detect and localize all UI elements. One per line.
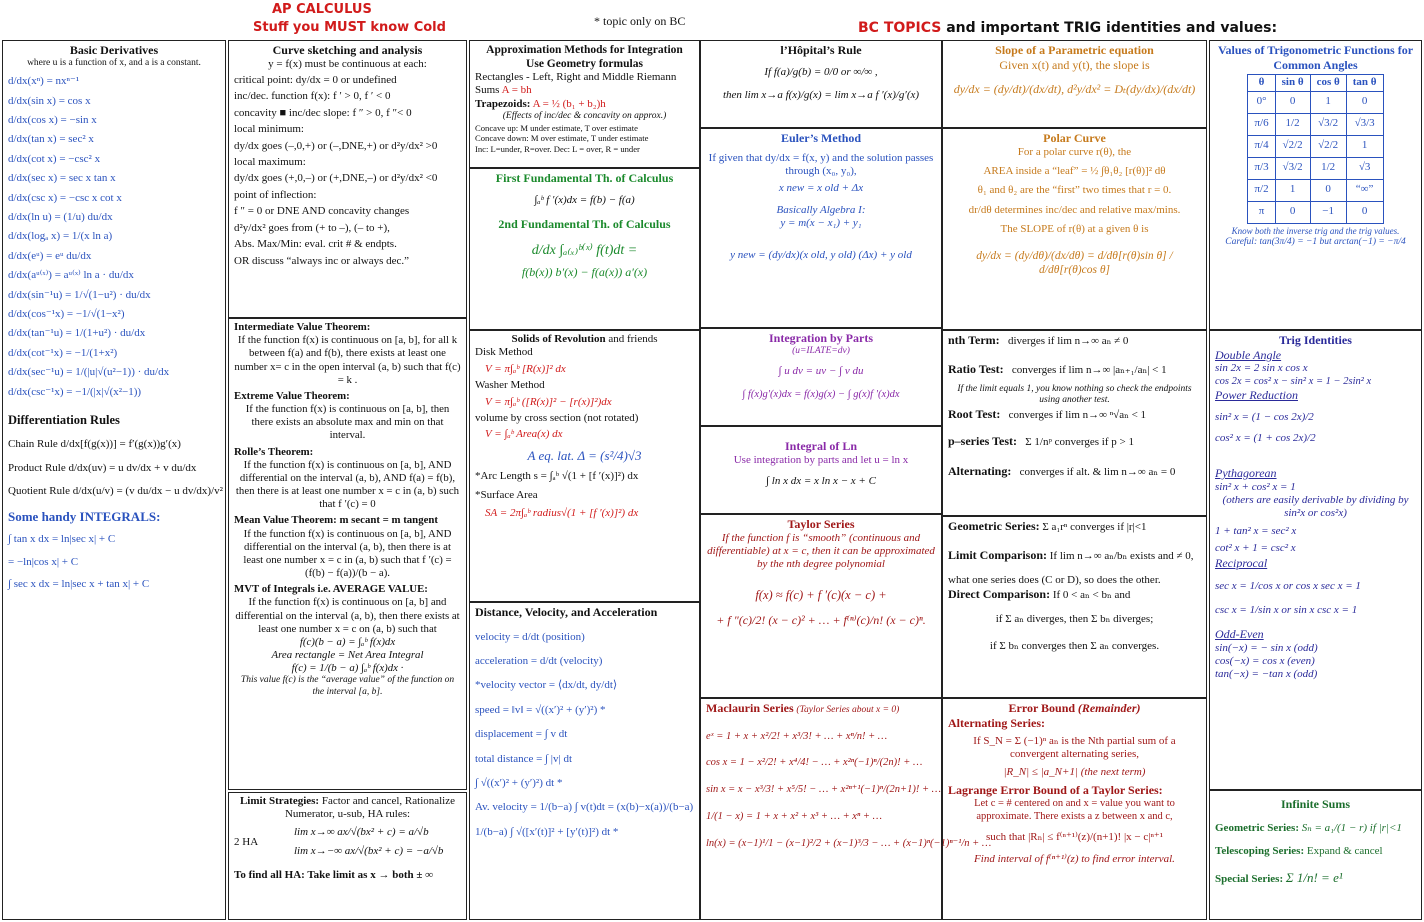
integral-formula: = −ln|cos x| + C <box>8 555 79 568</box>
derivative-formula: d/dx(sec⁻¹u) = 1/(|u|√(u²−1)) · du/dx <box>8 366 170 379</box>
derivative-formula: d/dx(cos x) = −sin x <box>8 114 97 127</box>
trig-table-cell: π/3 <box>1248 157 1275 179</box>
dva-list <box>475 631 694 840</box>
trig-table-row <box>1248 91 1383 113</box>
curve-line: inc/dec. function f(x): f ′ > 0, f ′ < 0 <box>234 90 391 103</box>
integral-ln-box <box>700 426 942 514</box>
trig-table-cell: 1/2 <box>1310 157 1346 179</box>
error-box <box>942 698 1207 920</box>
trig-table-cell: 0 <box>1310 179 1346 201</box>
ftc1-title: First Fundamental Th. of Calculus <box>495 171 674 185</box>
curve-line: OR discuss “always inc or always dec.” <box>234 254 410 267</box>
err-alt-title: Alternating Series: <box>948 716 1045 731</box>
infsum-special-title: Special Series: <box>1215 873 1284 886</box>
ftc2-result: f(b(x)) b′(x) − f(a(x)) a′(x) <box>521 264 648 279</box>
reciprocal-2: csc x = 1/sin x or sin x csc x = 1 <box>1215 603 1358 616</box>
infsum-title: Infinite Sums <box>1280 797 1351 811</box>
derivative-list <box>8 75 220 399</box>
bc-header <box>858 20 1277 36</box>
dva-box <box>469 602 700 920</box>
ivt-text: If the function f(x) is continuous on [a, b], for all k between f(a) and f(b), there exists at least one number x= c in the open interval (a, b) such that f(c) = k . <box>234 334 461 386</box>
err-lag-2: such that |Rₙ| ≤ f⁽ⁿ⁺¹⁾(z)/(n+1)! |x − c|ⁿ⁺¹ <box>985 831 1164 844</box>
limits-ha: 2 HA <box>234 835 259 848</box>
derivative-formula: d/dx(ln u) = (1/u) du/dx <box>8 211 113 224</box>
curve-sketching-box <box>228 40 467 318</box>
trig-table-row <box>1248 201 1383 223</box>
arc-length: *Arc Length s = ∫ₐᵇ √(1 + [f ′(x)]²) dx <box>475 469 639 482</box>
maclaurin-formula: eˣ = 1 + x + x²/2! + x³/3! + … + xⁿ/n! + … <box>706 730 888 742</box>
limits-footer: To find all HA: Take limit as x → both ± ∞ <box>234 868 433 881</box>
ln-text: Use integration by parts and let u = ln x <box>733 453 909 466</box>
lc-title: Limit Comparison: <box>948 548 1047 563</box>
mvti-formula-2: Area rectangle = Net Area Integral <box>271 649 424 662</box>
ibp-formula-2: ∫ f(x)g′(x)dx = f(x)g(x) − ∫ g(x)f ′(x)dx <box>742 388 900 400</box>
derivative-formula: d/dx(csc x) = −csc x cot x <box>8 191 122 204</box>
eq-triangle-area: A eq. lat. Δ = (s²/4)√3 <box>527 447 642 463</box>
polar-line-4: dr/dθ determines inc/dec and relative max/mins. <box>968 203 1181 216</box>
approx-note: (Effects of inc/dec & concavity on approx.) <box>502 111 667 122</box>
limits-box <box>228 792 467 920</box>
integral-formula: ∫ sec x dx = ln|sec x + tan x| + C <box>8 578 150 591</box>
odd-even-2: cos(−x) = cos x (even) <box>1215 655 1315 668</box>
nth-title: nth Term: <box>948 333 1000 347</box>
trig-table-cell: π/2 <box>1248 179 1275 201</box>
infsum-geo: Sₙ = a₁/(1 − r) if |r|<1 <box>1301 821 1402 834</box>
euler-line-4: y = m(x − x₁) + y₁ <box>780 217 862 230</box>
euler-line-1: If given that dy/dx = f(x, y) and the solution passes through (x₀, y₀), <box>708 151 934 178</box>
polar-title: Polar Curve <box>1043 131 1106 145</box>
limits-title: Limit Strategies: <box>239 795 320 807</box>
ratio-text: converges if lim n→∞ |aₙ₊₁/aₙ| < 1 <box>1011 364 1167 377</box>
err-lag-title: Lagrange Error Bound of a Taylor Series: <box>948 783 1163 798</box>
limits-formula-2: lim x→−∞ ax/√(bx² + c) = −a/√b <box>294 845 444 858</box>
lhopital-line-2: then lim x→a f(x)/g(x) = lim x→a f ′(x)/g′(x) <box>722 89 920 102</box>
pythagorean-2: 1 + tan² x = sec² x <box>1215 524 1297 537</box>
infsum-geo-title: Geometric Series: <box>1215 821 1299 834</box>
trig-table-cell: “∞” <box>1346 179 1383 201</box>
alt-title: Alternating: <box>948 463 1012 478</box>
trig-note-2: Careful: tan(3π/4) = −1 but arctan(−1) = −π/4 <box>1225 236 1406 247</box>
maclaurin-formula: 1/(1 − x) = 1 + x + x² + x³ + … + xⁿ + … <box>706 810 882 822</box>
curve-line: Abs. Max/Min: eval. crit # & endpts. <box>234 238 397 251</box>
reciprocal-1: sec x = 1/cos x or cos x sec x = 1 <box>1215 580 1361 593</box>
ln-formula: ∫ ln x dx = x ln x − x + C <box>766 475 876 488</box>
euler-title: Euler’s Method <box>780 131 862 145</box>
trig-table-cell: 1 <box>1275 179 1310 201</box>
mvt-title: Mean Value Theorem: m secant = m tangent <box>234 514 438 527</box>
euler-line-5: y new = (dy/dx)(x old, y old) (Δx) + y old <box>730 248 912 261</box>
dva-formula: Av. velocity = 1/(b−a) ∫ v(t)dt = (x(b)−x(a))/(b−a) <box>475 801 694 814</box>
taylor-box <box>700 514 942 698</box>
ftc2-formula: d/dx ∫ₐ₍ₓ₎ᵇ⁽ˣ⁾ f(t)dt = <box>531 242 638 258</box>
ratio-title: Ratio Test: <box>948 362 1004 377</box>
nth-text: diverges if lim n→∞ aₙ ≠ 0 <box>1007 335 1129 347</box>
dva-formula: velocity = d/dt (position) <box>475 630 585 643</box>
mvti-note: This value f(c) is the “average value” of the function on the interval [a, b]. <box>240 675 455 698</box>
geometric-box <box>942 516 1207 698</box>
trig-table-header: cos θ <box>1310 75 1346 91</box>
ftc1-formula: ∫ₐᵇ f ′(x)dx = f(b) − f(a) <box>534 193 635 206</box>
theorems-box <box>228 318 467 790</box>
trig-table-cell: 0° <box>1248 91 1275 113</box>
maclaurin-formula: sin x = x − x³/3! + x⁵/5! − … + x²ⁿ⁺¹(−1)ⁿ/(2n+1)! + … <box>706 784 942 796</box>
derivative-formula: d/dx(sin⁻¹u) = 1/√(1−u²) · du/dx <box>8 288 151 301</box>
approx-rect-area: A = bh <box>501 84 532 97</box>
washer-label: Washer Method <box>475 379 545 392</box>
infsum-tele-title: Telescoping Series: <box>1215 845 1305 858</box>
reciprocal-label: Reciprocal <box>1215 555 1268 570</box>
ln-title: Integral of Ln <box>785 439 857 453</box>
polar-line-3: θ₁ and θ₂ are the “first” two times that r = 0. <box>977 184 1172 197</box>
pseries-text: Σ 1/nᵖ converges if p > 1 <box>1025 436 1134 449</box>
trig-table-cell: 1 <box>1310 91 1346 113</box>
ibp-title: Integration by Parts <box>769 331 873 345</box>
derivative-formula: d/dx(xⁿ) = nxⁿ⁻¹ <box>8 75 80 88</box>
basic-derivatives-box <box>2 40 226 920</box>
dva-formula: ∫ √((x′)² + (y′)²) dt * <box>475 777 563 790</box>
odd-even-label: Odd-Even <box>1215 626 1264 641</box>
derivative-formula: d/dx(tan x) = sec² x <box>8 133 94 146</box>
trig-table-header: sin θ <box>1275 75 1310 91</box>
geo-title: Geometric Series: <box>948 519 1040 533</box>
derivative-formula: d/dx(sec x) = sec x tan x <box>8 172 116 185</box>
bc-note: * topic only on BC <box>594 14 686 28</box>
maclaurin-sub: (Taylor Series about x = 0) <box>796 705 900 715</box>
ibp-sub: (u=ILATE=dv) <box>792 345 850 356</box>
mvti-formula-1: f(c)(b − a) = ∫ₐᵇ f(x)dx <box>299 635 396 648</box>
dc-text-3: if Σ bₙ converges then Σ aₙ converges. <box>989 640 1160 653</box>
mvti-title: MVT of Integrals i.e. AVERAGE VALUE: <box>234 583 428 596</box>
double-angle-label: Double Angle <box>1215 347 1282 362</box>
curve-line: concavity ■ inc/dec slope: f ″ > 0, f ″< 0 <box>234 106 412 119</box>
dva-title: Distance, Velocity, and Acceleration <box>475 605 658 619</box>
polar-line-1: For a polar curve r(θ), the <box>1017 145 1132 158</box>
maclaurin-formula: ln(x) = (x−1)¹/1 − (x−1)²/2 + (x−1)³/3 − … + (x−1)ⁿ(−1)ⁿ⁻¹/n + … <box>706 837 992 849</box>
trig-table-cell: π/6 <box>1248 113 1275 135</box>
diff-rule: Quotient Rule d/dx(u/v) = (v du/dx − u dv/dx)/v² <box>8 485 223 498</box>
trig-table-cell: √3/2 <box>1275 157 1310 179</box>
curve-line: f ″ = 0 or DNE AND concavity changes <box>234 205 410 218</box>
diff-rules-title: Differentiation Rules <box>8 413 120 428</box>
integrals-list <box>8 533 220 591</box>
parametric-line-2: dy/dx = (dy/dt)/(dx/dt), d²y/dx² = Dₜ(dy/dx)/(dx/dt) <box>953 82 1196 97</box>
power-reduction-2: cos² x = (1 + cos 2x)/2 <box>1215 432 1316 445</box>
err-alt-1: If S_N = Σ (−1)ⁿ aₙ is the Nth partial sum of a convergent alternating series, <box>973 735 1176 761</box>
ivt-title: Intermediate Value Theorem: <box>234 321 371 333</box>
approx-sub: Use Geometry formulas <box>526 58 643 71</box>
maclaurin-formula: cos x = 1 − x²/2! + x⁴/4! − … + x²ⁿ(−1)ⁿ/(2n)! + … <box>706 757 923 769</box>
trig-table-cell: √3/3 <box>1346 113 1383 135</box>
trig-table-header: tan θ <box>1346 75 1383 91</box>
polar-line-6: dy/dx = (dy/dθ)/(dx/dθ) = d/dθ[r(θ)sin θ] / d/dθ[r(θ)cos θ] <box>976 249 1173 276</box>
approx-trap-area: A = ½ (b₁ + b₂)h <box>532 97 606 110</box>
solids-title: Solids of Revolution <box>511 333 606 345</box>
trig-table-cell: 1/2 <box>1275 113 1310 135</box>
basic-derivatives-note: where u is a function of x, and a is a constant. <box>27 57 201 68</box>
lhopital-title: l’Hôpital’s Rule <box>780 43 862 57</box>
dc-text: If 0 < aₙ < bₙ and <box>1052 589 1131 602</box>
dc-text-2: if Σ aₙ diverges, then Σ bₙ diverges; <box>995 612 1154 625</box>
derivative-formula: d/dx(tan⁻¹u) = 1/(1+u²) · du/dx <box>8 327 146 340</box>
curve-line: dy/dx goes (+,0,–) or (+,DNE,–) or d²y/dx² <0 <box>234 172 438 185</box>
approx-trap: Trapezoids: <box>475 97 531 110</box>
geo-text: Σ a₁rⁿ converges if |r|<1 <box>1042 521 1147 533</box>
mvti-text: If the function f(x) is continuous on [a, b] and differential on the interval (a, b), then there exists at least one number x = c on (a, b) such that <box>235 596 460 635</box>
derivative-formula: d/dx(logₐ x) = 1/(x ln a) <box>8 230 113 243</box>
maclaurin-list <box>706 730 992 851</box>
pythagorean-note: (others are easily derivable by dividing by sin²x or cos²x) <box>1222 493 1409 520</box>
trig-table <box>1247 74 1383 223</box>
parametric-line-1: Given x(t) and y(t), the slope is <box>999 57 1150 72</box>
ibp-box <box>700 328 942 426</box>
trig-table-row <box>1248 135 1383 157</box>
pseries-title: p–series Test: <box>948 434 1017 449</box>
curve-line: local minimum: <box>234 123 304 136</box>
curve-line: critical point: dy/dx = 0 or undefined <box>234 74 397 87</box>
approx-box <box>469 40 700 168</box>
derivative-formula: d/dx(eᵘ) = eᵘ du/dx <box>8 249 92 262</box>
alt-text: converges if alt. & lim n→∞ aₙ = 0 <box>1019 465 1176 478</box>
trig-table-cell: 0 <box>1275 201 1310 223</box>
rolle-text: If the function f(x) is continuous on [a, b], AND differential on the interval (a, b), AND f(a) = f(b), then there is at least one number x = c in (a, b) such that f ′(c) = 0 <box>235 458 460 511</box>
power-reduction-label: Power Reduction <box>1215 388 1298 403</box>
derivative-formula: d/dx(csc⁻¹x) = −1/(|x|√(x²−1)) <box>8 385 142 398</box>
curve-title: Curve sketching and analysis <box>272 43 423 57</box>
odd-even-1: sin(−x) = − sin x (odd) <box>1215 641 1318 654</box>
double-angle-2: cos 2x = cos² x − sin² x = 1 − 2sin² x <box>1215 375 1372 387</box>
derivative-formula: d/dx(cot⁻¹x) = −1/(1+x²) <box>8 346 118 359</box>
infsum-tele: Expand & cancel <box>1306 845 1383 858</box>
trig-table-cell: 1 <box>1346 135 1383 157</box>
trig-table-row <box>1248 157 1383 179</box>
ftc2-title: 2nd Fundamental Th. of Calculus <box>498 217 671 232</box>
trig-table-header: θ <box>1248 75 1275 91</box>
solids-box <box>469 330 700 602</box>
header-title-1: AP CALCULUS <box>272 2 372 17</box>
dva-formula: total distance = ∫ |v| dt <box>475 752 573 765</box>
polar-line-5: The SLOPE of r(θ) at a given θ is <box>1000 223 1149 236</box>
diff-rules-list <box>8 438 223 498</box>
basic-derivatives-title: Basic Derivatives <box>69 43 159 57</box>
bc-label: BC TOPICS <box>858 20 942 36</box>
derivative-formula: d/dx(cos⁻¹x) = −1/√(1−x²) <box>8 308 125 321</box>
lhopital-line-1: If f(a)/g(b) = 0/0 or ∞/∞ , <box>764 65 878 78</box>
infinite-sums-box <box>1209 790 1422 920</box>
trig-table-cell: 0 <box>1346 201 1383 223</box>
limits-text: Factor and cancel, Rationalize Numerator, u-sub, HA rules: <box>284 795 456 821</box>
lhopital-box <box>700 40 942 128</box>
curve-list <box>234 74 461 268</box>
root-text: converges if lim n→∞ ⁿ√aₙ < 1 <box>1008 408 1147 421</box>
rolle-title: Rolle’s Theorem: <box>234 445 314 458</box>
dc-title: Direct Comparison: <box>948 587 1051 602</box>
mvt-text: If the function f(x) is continuous on [a, b], AND differential on the interval (a, b), then there is at least one number x = c in (a, b) such that f ′(c) = (f(b) − f(a))/(b − a). <box>243 527 452 580</box>
approx-concave-down: Concave down: M over estimate, T under estimate <box>475 133 649 144</box>
trig-table-cell: π/4 <box>1248 135 1275 157</box>
cross-formula: V = ∫ₐᵇ Area(x) dx <box>485 428 563 441</box>
surface-formula: SA = 2π∫ₐᵇ radius√(1 + [f ′(x)]²) dx <box>485 506 639 519</box>
trig-id-title: Trig Identities <box>1279 333 1352 347</box>
taylor-text: If the function f is “smooth” (continuous and differentiable) at x = c, then it can be approximated by the nth degree polynomial <box>707 531 935 571</box>
trig-table-row <box>1248 179 1383 201</box>
approx-title: Approximation Methods for Integration <box>486 44 683 56</box>
odd-even-3: tan(−x) = −tan x (odd) <box>1215 668 1318 681</box>
trig-table-cell: √3 <box>1346 157 1383 179</box>
cross-label: volume by cross section (not rotated) <box>475 412 639 425</box>
trig-table-row <box>1248 113 1383 135</box>
root-title: Root Test: <box>948 406 1001 421</box>
derivative-formula: d/dx(sin x) = cos x <box>8 94 91 107</box>
taylor-formula-2: + f ″(c)/2! (x − c)² + … + f⁽ⁿ⁾(c)/n! (x − c)ⁿ. <box>716 613 926 628</box>
err-alt-2: |R_N| ≤ |a_N+1| (the next term) <box>1003 765 1146 778</box>
ratio-note: If the limit equals 1, you know nothing so check the endpoints using another test. <box>957 383 1192 406</box>
approx-rect: Rectangles - Left, Right and Middle Riemann Sums <box>475 71 677 97</box>
curve-line: d²y/dx² goes from (+ to –), (– to +), <box>234 221 390 234</box>
euler-box <box>700 128 942 328</box>
euler-line-2: x new = x old + Δx <box>778 182 864 195</box>
diff-rule: Chain Rule d/dx[f(g(x))] = f′(g(x))g′(x) <box>8 438 181 451</box>
polar-line-2: AREA inside a “leaf” = ½ ∫θ₁θ₂ [r(θ)]² dθ <box>983 165 1166 178</box>
err-title: Error Bound <box>1008 701 1076 715</box>
err-lag-1: Let c = # centered on and x = value you want to approximate. There exists a z between x and c, <box>974 797 1175 822</box>
trig-identities-box <box>1209 330 1422 790</box>
trig-note-1: Know both the inverse trig and the trig values. <box>1231 225 1400 236</box>
approx-inc-dec: Inc: L=under, R=over. Dec: L = over, R = under <box>475 143 640 154</box>
trig-table-cell: 0 <box>1275 91 1310 113</box>
trig-table-cell: π <box>1248 201 1275 223</box>
dva-formula: acceleration = d/dt (velocity) <box>475 655 603 668</box>
evt-title: Extreme Value Theorem: <box>234 389 350 402</box>
diff-rule: Product Rule d/dx(uv) = u dv/dx + v du/dx <box>8 461 197 474</box>
trig-table-cell: √2/2 <box>1275 135 1310 157</box>
taylor-title: Taylor Series <box>787 517 855 531</box>
derivative-formula: d/dx(cot x) = −csc² x <box>8 152 101 165</box>
washer-formula: V = π∫ₐᵇ ([R(x)]² − [r(x)]²)dx <box>485 395 612 408</box>
evt-text: If the function f(x) is continuous on [a, b], then there exists an absolute max and min on that interval. <box>245 403 450 442</box>
curve-line: point of inflection: <box>234 188 317 201</box>
ibp-formula-1: ∫ u dv = uv − ∫ v du <box>778 365 864 378</box>
disk-label: Disk Method <box>475 346 533 359</box>
integral-formula: ∫ tan x dx = ln|sec x| + C <box>8 533 116 546</box>
curve-sub: y = f(x) must be continuous at each: <box>268 57 427 70</box>
pythagorean-label: Pythagorean <box>1215 465 1277 480</box>
integrals-title: Some handy INTEGRALS: <box>8 508 161 524</box>
trig-table-cell: √2/2 <box>1310 135 1346 157</box>
header-title-2: Stuff you MUST know Cold <box>253 20 446 35</box>
lc-text: If lim n→∞ aₙ/bₙ exists and ≠ 0, <box>1049 550 1194 563</box>
pythagorean-3: cot² x + 1 = csc² x <box>1215 542 1296 555</box>
double-angle-1: sin 2x = 2 sin x cos x <box>1215 362 1308 375</box>
power-reduction-1: sin² x = (1 − cos 2x)/2 <box>1215 411 1314 424</box>
infsum-special: Σ 1/n! = e¹ <box>1285 870 1343 886</box>
curve-line: dy/dx goes (–,0,+) or (–,DNE,+) or d²y/dx² >0 <box>234 139 438 152</box>
lc-text-2: what one series does (C or D), so does the other. <box>948 573 1161 586</box>
err-lag-3: Find interval of f⁽ⁿ⁺¹⁾(z) to find error interval. <box>974 852 1175 865</box>
mvti-formula-3: f(c) = 1/(b − a) ∫ₐᵇ f(x)dx · <box>291 662 404 675</box>
derivative-formula: d/dx(aᵘ⁽ˣ⁾) = aᵘ⁽ˣ⁾ ln a · du/dx <box>8 269 134 282</box>
euler-line-3: Basically Algebra I: <box>776 203 866 216</box>
dva-formula: 1/(b−a) ∫ √([x′(t)]² + [y′(t)]²) dt * <box>475 825 619 838</box>
dva-formula: speed = ‖v‖ = √((x′)² + (y′)²) * <box>475 703 606 716</box>
trig-table-cell: 0 <box>1346 91 1383 113</box>
solids-title-2: and friends <box>605 333 658 345</box>
maclaurin-box <box>700 698 992 920</box>
maclaurin-title: Maclaurin Series <box>706 701 794 715</box>
err-title-2: (Remainder) <box>1077 701 1141 715</box>
parametric-title: Slope of a Parametric equation <box>995 43 1154 57</box>
curve-line: local maximum: <box>234 156 306 169</box>
disk-formula: V = π∫ₐᵇ [R(x)]² dx <box>485 362 566 375</box>
surface-label: *Surface Area <box>475 489 538 502</box>
taylor-formula-1: f(x) ≈ f(c) + f ′(c)(x − c) + <box>755 587 887 602</box>
limits-formula-1: lim x→∞ ax/√(bx² + c) = a/√b <box>294 825 429 838</box>
polar-box <box>942 128 1207 330</box>
tests-box <box>942 330 1207 516</box>
trig-table-cell: −1 <box>1310 201 1346 223</box>
ftc-box <box>469 168 700 330</box>
pythagorean-1: sin² x + cos² x = 1 <box>1215 480 1296 493</box>
approx-concave-up: Concave up: M under estimate, T over estimate <box>475 122 638 133</box>
dva-formula: displacement = ∫ v dt <box>475 728 568 741</box>
dva-formula: *velocity vector = ⟨dx/dt, dy/dt⟩ <box>475 679 618 692</box>
parametric-box <box>942 40 1207 128</box>
trig-values-box <box>1209 40 1422 330</box>
bc-rest: and important TRIG identities and values: <box>941 20 1278 36</box>
trig-table-cell: √3/2 <box>1310 113 1346 135</box>
trig-values-title: Values of Trigonometric Functions for Common Angles <box>1217 43 1414 72</box>
